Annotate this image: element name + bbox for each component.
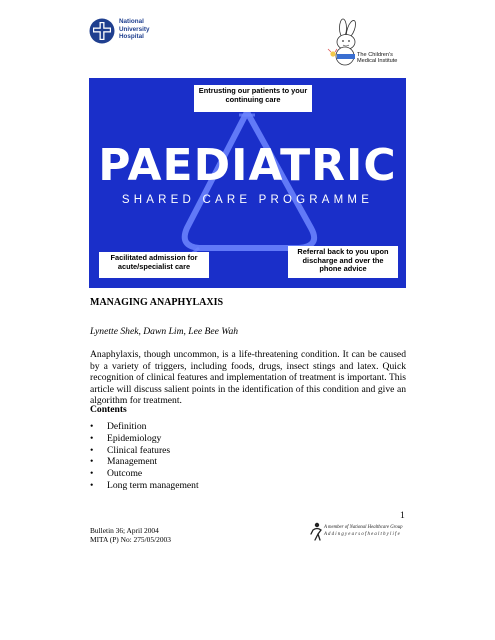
list-item <box>90 456 199 468</box>
cmi-logo <box>325 18 415 78</box>
banner-box-admission: Facilitated admission for acute/specialist care <box>99 252 209 278</box>
banner-title: PAEDIATRIC <box>98 140 397 191</box>
page-number: 1 <box>400 510 405 521</box>
nuh-line: Hospital <box>119 33 144 41</box>
contents-item-label: Long term management <box>107 479 199 491</box>
article-intro: Anaphylaxis, though uncommon, is a life-threatening condition. It can be caused by a variety of triggers, including foods, drugs, insect stings and latex. Quick recognition of clinical features and implementation of treatment is important. This article will discuss salient points in the identification of this condition and give an algorithm for treatment. <box>90 349 406 407</box>
bulletin-info: Bulletin 36; April 2004 <box>90 526 159 535</box>
footer-publication-info <box>90 526 171 544</box>
nuh-line: University <box>119 25 150 33</box>
nuh-wordmark <box>119 18 149 41</box>
programme-banner <box>89 78 406 288</box>
list-item <box>90 421 199 433</box>
bullet-icon: • <box>90 432 94 444</box>
bullet-icon: • <box>90 421 94 432</box>
nuh-logo <box>89 16 159 56</box>
article-heading: MANAGING ANAPHYLAXIS <box>90 297 224 308</box>
contents-item-label: Clinical features <box>107 444 171 456</box>
mita-number: MITA (P) No: 275/05/2003 <box>90 535 171 544</box>
contents-list <box>90 421 199 492</box>
bullet-icon: • <box>90 444 94 456</box>
nhg-wordmark <box>324 525 403 538</box>
banner-box-continuing-care: Entrusting our patients to your continuing care <box>194 85 312 112</box>
contents-heading: Contents <box>90 404 127 415</box>
nhg-line: A member of National Healthcare Group <box>324 525 403 530</box>
bullet-icon: • <box>90 479 94 491</box>
cmi-wordmark <box>357 52 397 65</box>
list-item <box>90 480 199 492</box>
article-authors: Lynette Shek, Dawn Lim, Lee Bee Wah <box>90 326 239 337</box>
list-item <box>90 433 199 445</box>
cmi-line: Medical Institute <box>357 58 398 65</box>
banner-box-referral: Referral back to you upon discharge and over the phone advice <box>288 246 398 278</box>
nhg-figure-icon <box>310 522 324 542</box>
bullet-icon: • <box>90 468 94 480</box>
nhg-logo <box>310 522 420 544</box>
contents-item-label: Definition <box>107 421 147 432</box>
list-item <box>90 445 199 457</box>
contents-item-label: Outcome <box>107 468 143 480</box>
contents-item-label: Management <box>107 456 158 468</box>
nhg-tagline: A d d i n g y e a r s o f h e a l t h y l i f e <box>324 531 400 537</box>
contents-item-label: Epidemiology <box>107 432 162 444</box>
nuh-line: National <box>119 18 144 25</box>
nuh-cross-icon <box>89 18 115 44</box>
bullet-icon: • <box>90 456 94 468</box>
cmi-line: The Children's <box>357 52 393 58</box>
banner-subtitle: SHARED CARE PROGRAMME <box>121 194 374 206</box>
list-item <box>90 468 199 480</box>
